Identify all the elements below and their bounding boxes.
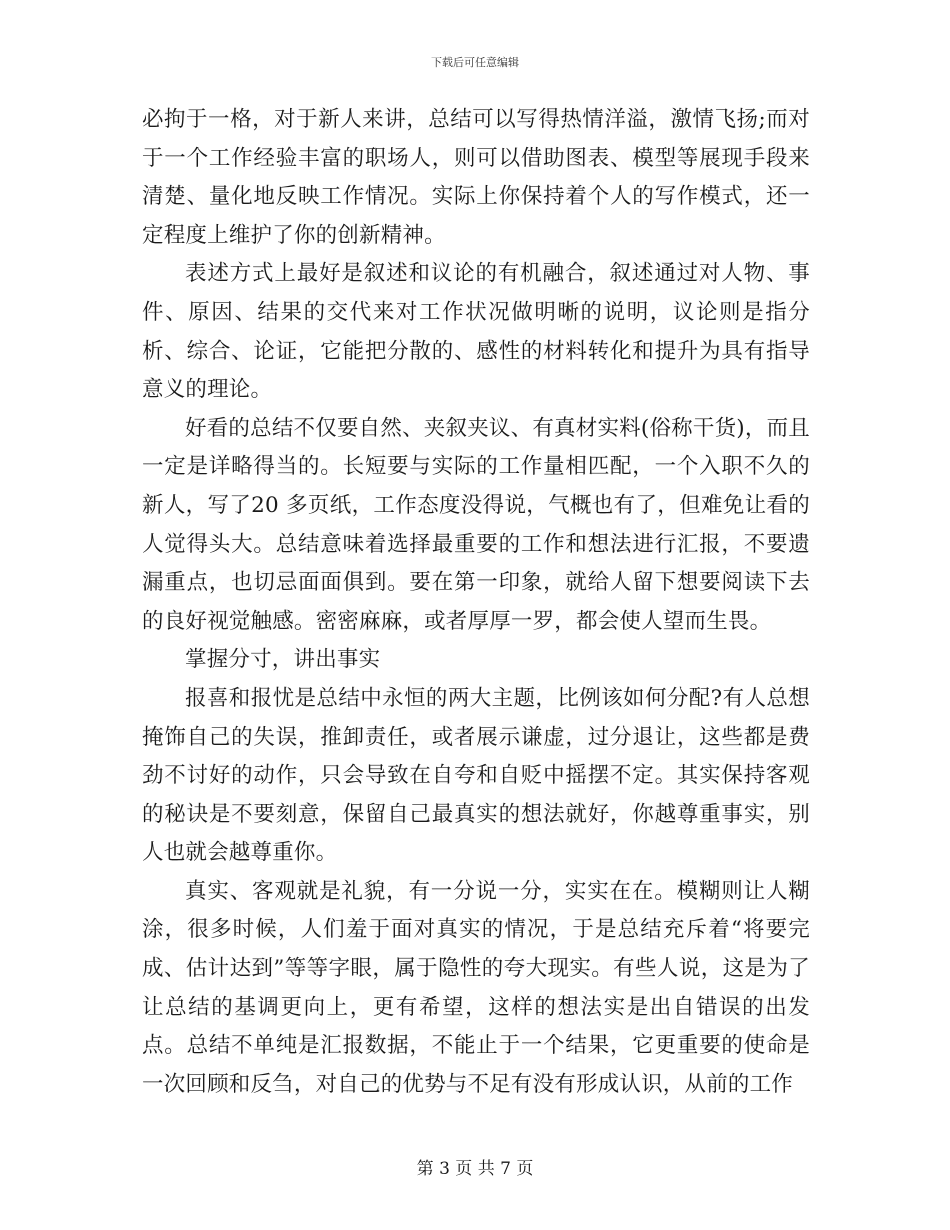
page-number: 第 3 页 共 7 页 bbox=[416, 1159, 534, 1179]
paragraph-good-summary: 好看的总结不仅要自然、夹叙夹议、有真材实料(俗称干货)，而且一定是详略得当的。长短要与实际的工作量相匹配，一个入职不久的新人，写了20 多页纸，工作态度没得说，气概也有了，但难免让看的人觉得头大。总结意味着选择最重要的工作和想法进行汇报，不要遗漏重点，也切忌面面俱到。要在第一印象，就给人留下想要阅读下去的良好视觉触感。密密麻麻，或者厚厚一罗，都会使人望而生畏。 bbox=[142, 415, 810, 634]
page-header: 下载后可任意编辑 bbox=[431, 56, 519, 69]
paragraph-continued: 必拘于一格，对于新人来讲，总结可以写得热情洋溢，激情飞扬;而对于一个工作经验丰富的职场人，则可以借助图表、模型等展现手段来清楚、量化地反映工作情况。实际上你保持着个人的写作模式，还一定程度上维护了你的创新精神。 bbox=[142, 107, 810, 248]
paragraph-expression-style: 表述方式上最好是叙述和议论的有机融合，叙述通过对人物、事件、原因、结果的交代来对工作状况做明晰的说明，议论则是指分析、综合、论证，它能把分散的、感性的材料转化和提升为具有指导意义的理论。 bbox=[142, 261, 810, 403]
section-heading: 掌握分寸，讲出事实 bbox=[185, 647, 381, 673]
document-body bbox=[142, 101, 810, 1104]
paragraph-good-and-bad-news: 报喜和报忧是总结中永恒的两大主题，比例该如何分配?有人总想掩饰自己的失误，推卸责任，或者展示谦虚，过分退让，这些都是费劲不讨好的动作，只会导致在自夸和自贬中摇摆不定。其实保持客观的秘诀是不要刻意，保留自己最真实的想法就好，你越尊重事实，别人也就会越尊重你。 bbox=[142, 685, 810, 866]
paragraph-truth-objectivity: 真实、客观就是礼貌，有一分说一分，实实在在。模糊则让人糊涂，很多时候，人们羞于面对真实的情况，于是总结充斥着“将要完成、估计达到”等等字眼，属于隐性的夸大现实。有些人说，这是为了让总结的基调更向上，更有希望，这样的想法实是出自错误的出发点。总结不单纯是汇报数据，不能止于一个结果，它更重要的使命是一次回顾和反刍，对自己的优势与不足有没有形成认识，从前的工作 bbox=[142, 878, 810, 1097]
